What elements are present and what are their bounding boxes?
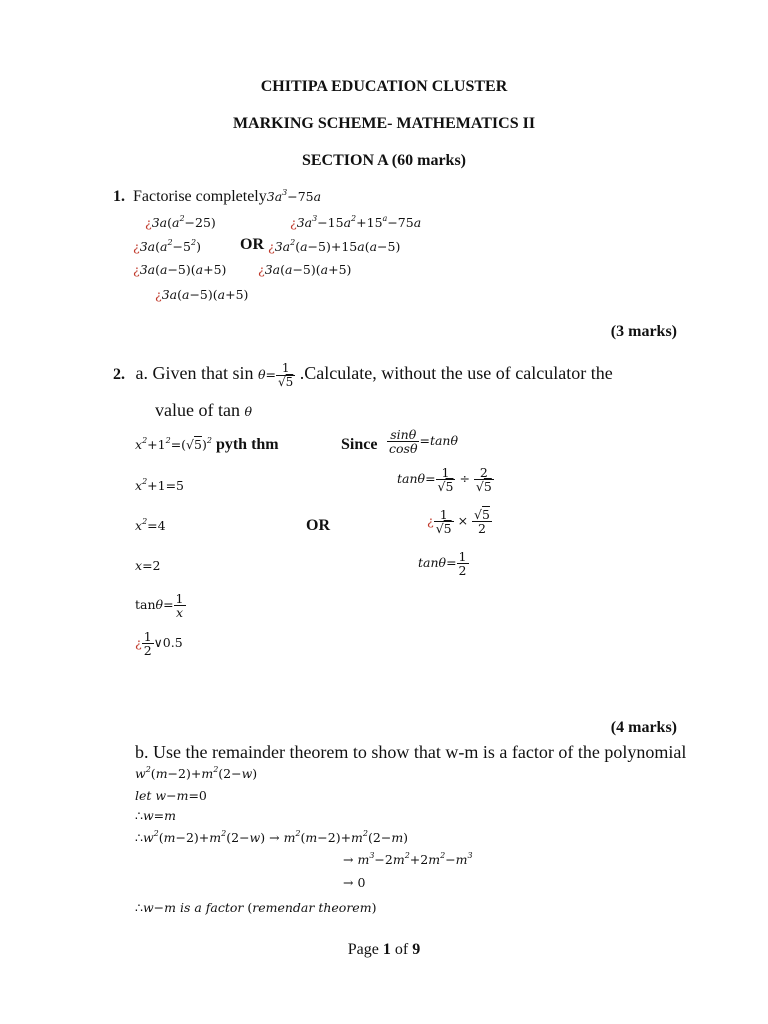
q1-step1-right: ¿$3a^3-15a^2+15^a-75a$ (290, 214, 422, 230)
q1-step3-right: ¿3a(a−5)(a+5) (258, 262, 352, 277)
q1-or-label: OR (240, 236, 264, 253)
q2-left-step2: $x^2+1=5$ (135, 477, 185, 493)
q2-left-step1: $x^2+1^2=(√5)^2$ pyth thm (135, 436, 279, 453)
question-2a-prompt-line2: value of tan θ (155, 400, 252, 420)
q1-step1-left: ¿$3a(a^2-25)$ (145, 214, 216, 230)
question-2a-prompt: 2. a. Given that sin θ= $\frac{1}{√5}$ .Calculate, without the use of calculator the (113, 361, 613, 389)
q1-marks: (3 marks) (610, 323, 677, 340)
q2-left-step4: x=2 (135, 558, 161, 573)
q1-step2-left: ¿$3a(a^2-5^2)$ (133, 238, 201, 254)
question-1-number: 1. (113, 188, 125, 205)
q2-right-step1: $\frac{\sin\theta}{\cos\theta}$ =tanθ (389, 427, 459, 457)
q2b-conclusion: ∴w−m is a factor (remendar theorem) (135, 900, 377, 915)
document-title: MARKING SCHEME- MATHEMATICS II (232, 115, 536, 132)
q2b-step3: ∴w=m (135, 808, 176, 823)
section-heading: SECTION A (60 marks) (301, 152, 467, 169)
q2-or-label: OR (306, 517, 330, 534)
q2-left-step6: ¿ $\frac{1}{2}$ ∨0.5 (135, 629, 183, 659)
q2-right-step3: ¿ $\frac{1}{√5}$ × $\frac{√5}{2}$ (427, 507, 490, 537)
question-2b-prompt: b. Use the remainder theorem to show that w-m is a factor of the polynomial (135, 742, 687, 762)
q1-expression: $3a^3-75a$ (266, 188, 322, 204)
q2b-step2: let w−m=0 (135, 788, 207, 803)
q2-left-step5: tanθ= $\frac{1}{x}$ (135, 591, 184, 621)
q2b-step6: → 0 (343, 875, 366, 890)
document-org: CHITIPA EDUCATION CLUSTER (260, 78, 508, 95)
q2-left-step3: $x^2=4$ (135, 517, 166, 533)
q2a-marks: (4 marks) (610, 719, 677, 736)
current-page-number: 1 (382, 941, 391, 958)
q1-step3-left: ¿3a(a−5)(a+5) (133, 262, 227, 277)
q2-right-step2: tanθ= $\frac{1}{√5}$ ÷ $\frac{2}{√5}$ (397, 465, 492, 495)
page-footer: Page 1 of 9 (347, 941, 421, 958)
q2b-step1: $w^2(m-2)+m^2(2-w)$ (135, 765, 258, 781)
question-2-number: 2. (113, 366, 125, 384)
q2-since-label: Since (341, 436, 378, 453)
total-pages: 9 (412, 941, 421, 958)
question-1-prompt: 1. Factorise $completely3a^3-75a$ (113, 188, 322, 205)
q1-step2-right: ¿$3a^2(a-5)+15a(a-5)$ (268, 238, 401, 254)
q2-right-step4: tanθ= $\frac{1}{2}$ (418, 549, 467, 579)
q1-final-answer: ¿3a(a−5)(a+5) (155, 287, 249, 302)
q2b-step5: → $m^3-2m^2+2m^2-m^3$ (343, 851, 473, 867)
q2b-step4: $\therefore w^2(m-2)+m^2(2-w) \to m^2(m-2)+m^2(2-m)$ (135, 829, 409, 845)
